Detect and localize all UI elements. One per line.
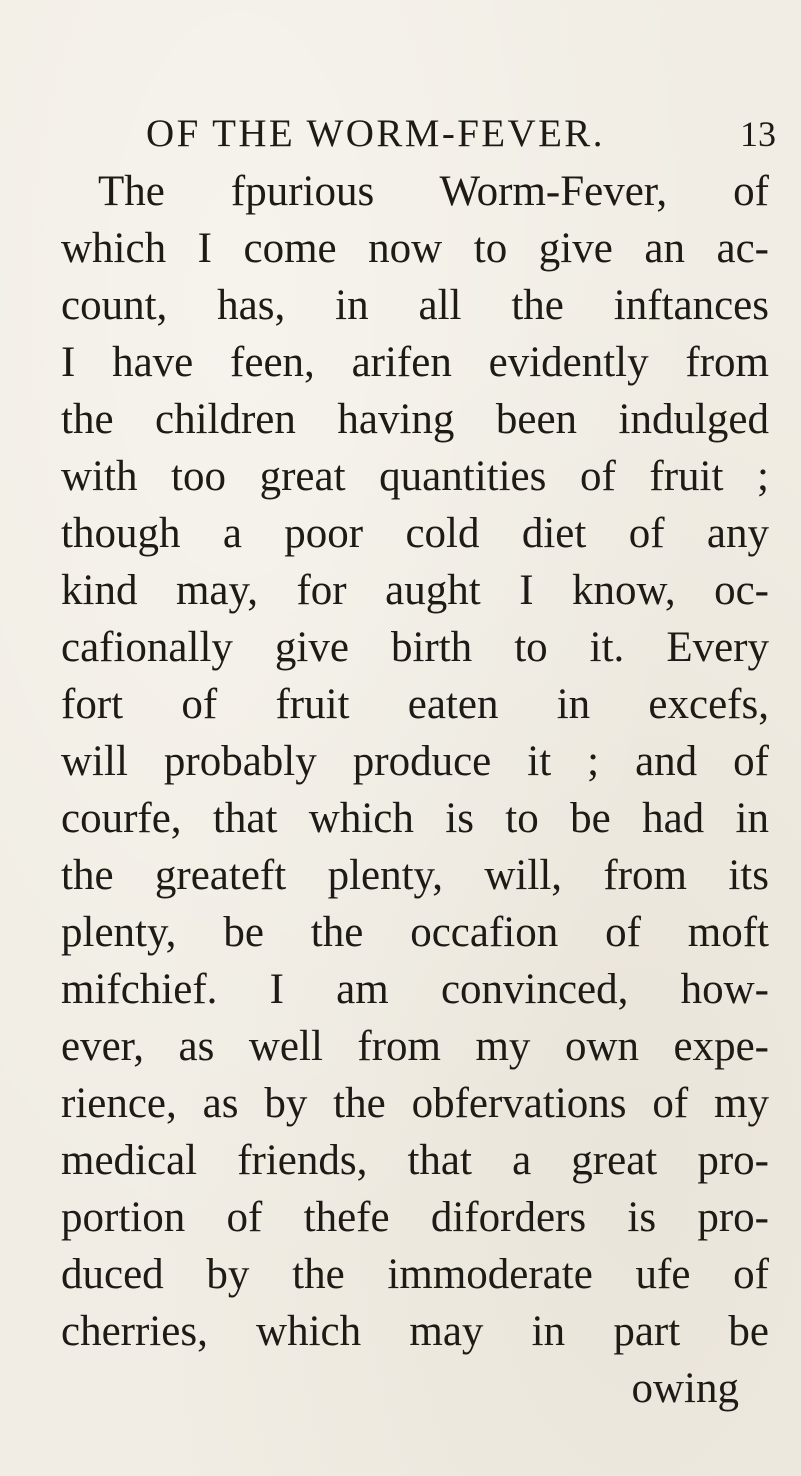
text-line: duced by the immoderate ufe of [61,1251,769,1298]
text-line: The fpurious Worm-Fever, of [98,168,769,215]
text-line: medical friends, that a great pro- [61,1137,769,1184]
text-line: will probably produce it ; and of [61,738,769,785]
text-line: kind may, for aught I know, oc- [61,567,769,614]
text-line: though a poor cold diet of any [61,510,769,557]
text-line: portion of thefe diforders is pro- [61,1194,769,1241]
text-line: ever, as well from my own expe- [61,1023,769,1070]
page-number: 13 [740,114,776,154]
catchword: owing [631,1365,739,1412]
running-head [146,104,776,164]
text-line: the greateft plenty, will, from its [61,852,769,899]
running-title: OF THE WORM-FEVER. [146,112,605,155]
text-line: courfe, that which is to be had in [61,795,769,842]
text-line: cafionally give birth to it. Every [61,624,769,671]
text-line: fort of fruit eaten in excefs, [61,681,769,728]
text-line: rience, as by the obfervations of my [61,1080,769,1127]
text-line: mifchief. I am convinced, how- [61,966,769,1013]
text-line: I have feen, arifen evidently from [61,339,769,386]
body-text [61,163,769,1417]
text-line: cherries, which may in part be [61,1308,769,1355]
text-line: the children having been indulged [61,396,769,443]
text-line: count, has, in all the inftances [61,282,769,329]
text-line: plenty, be the occafion of moft [61,909,769,956]
text-line: with too great quantities of fruit ; [61,453,769,500]
text-line: which I come now to give an ac- [61,225,769,272]
